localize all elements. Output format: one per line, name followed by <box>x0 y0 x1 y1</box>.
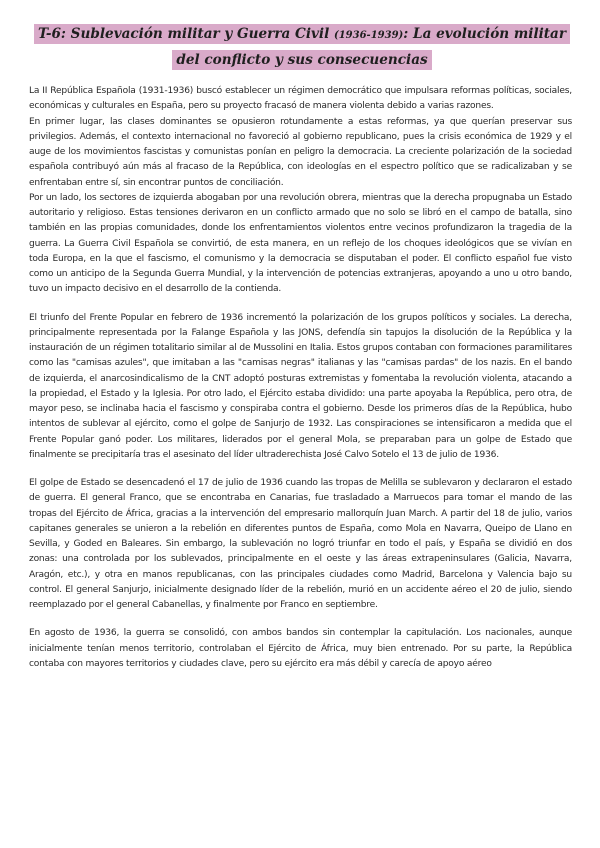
paragraph-5: El golpe de Estado se desencadenó el 17 de julio de 1936 cuando las tropas de Melilla se sublevaron y declararon el estado de guerra. El general Franco, que se encontraba en Canarias, fue trasladado a Marruecos para tomar el mando de las tropas del Ejército de África, gracias a la intervención del empresario mallorquín Juan March. A partir del 18 de julio, varios capitanes generales se unieron a la rebelión en diferentes puntos de España, como Mola en Navarra, Queipo de Llano en Sevilla, y Goded en Baleares. Sin embargo, la sublevación no logró triunfar en todo el país, y España se dividió en dos zonas: una controlada por los sublevados, principalmente en el oeste y las áreas extrapeninsulares (Galicia, Navarra, Aragón, etc.), y otra en manos republicanas, con las principales ciudades como Madrid, Barcelona y Valencia bajo su control. El general Sanjurjo, inicialmente designado líder de la rebelión, murió en un accidente aéreo el 20 de julio, siendo reemplazado por el general Cabanellas, y finalmente por Franco en septiembre. <box>29 478 572 610</box>
paragraph-1: La II República Española (1931-1936) buscó establecer un régimen democrático que impulsara reformas políticas, sociales, económicas y culturales en España, pero su proyecto fracasó de manera violenta debido a varias razones. <box>29 86 572 112</box>
paragraph-6: En agosto de 1936, la guerra se consolidó, con ambos bandos sin contemplar la capitulación. Los nacionales, aunque inicialmente tenían menos territorio, controlaban el Ejército de África, muy bien entrenado. Por su parte, la República contaba con mayores territorios y ciudades clave, pero su ejército era más débil y carecía de apoyo aéreo <box>29 628 572 669</box>
document-body <box>29 84 572 672</box>
title-tail: : La evolución militar del conflicto y sus consecuencias <box>176 26 567 68</box>
title-highlight <box>34 24 570 70</box>
title-years: (1936-1939) <box>333 30 404 41</box>
paragraph-4: El triunfo del Frente Popular en febrero de 1936 incrementó la polarización de los grupos políticos y sociales. La derecha, principalmente representada por la Falange Española y las JONS, defendía sin tapujos la disolución de la República y la instauración de un régimen totalitario similar al de Mussolini en Italia. Estos grupos contaban con formaciones paramilitares como las "camisas azules", que imitaban a las "camisas negras" italianas y las "camisas pardas" de los nazis. En el bando de izquierda, el anarcosindicalismo de la CNT adoptó posturas extremistas y fomentaba la revolución violenta, atacando a la propiedad, el Estado y la Iglesia. Por otro lado, el Ejército estaba dividido: una parte apoyaba la República, pero otra, de mayor peso, se inclinaba hacia el fascismo y conspiraba contra el gobierno. Desde los primeros días de la República, hubo intentos de sublevar al ejército, como el golpe de Sanjurjo de 1932. Las conspiraciones se intensificaron a medida que el Frente Popular ganó poder. Los militares, liderados por el general Mola, se preparaban para un golpe de Estado que finalmente se precipitaría tras el asesinato del líder ultraderechista José Calvo Sotelo el 13 de julio de 1936. <box>29 312 572 460</box>
title-main: T-6: Sublevación militar y Guerra Civil <box>37 26 330 42</box>
page-title <box>28 22 576 73</box>
paragraph-3: Por un lado, los sectores de izquierda abogaban por una revolución obrera, mientras que la derecha propugnaba un Estado autoritario y religioso. Estas tensiones derivaron en un conflicto armado que no solo se libró en el campo de batalla, sino también en las propias comunidades, donde los enfrentamientos violentos entre vecinos profundizaron la tragedia de la guerra. La Guerra Civil Española se convirtió, de esta manera, en un reflejo de los choques ideológicos que se vivían en toda Europa, en la que el fascismo, el comunismo y la democracia se disputaban el poder. El conflicto español fue visto como un anticipo de la Segunda Guerra Mundial, y la intervención de potencias extranjeras, apoyando a uno u otro bando, tuvo un impacto decisivo en el desarrollo de la contienda. <box>29 192 572 295</box>
paragraph-2: En primer lugar, las clases dominantes se opusieron rotundamente a estas reformas, ya que querían preservar sus privilegios. Además, el contexto internacional no favoreció al gobierno republicano, pues la crisis económica de 1929 y el auge de los movimientos fascistas y comunistas ponían en peligro la democracia. La creciente polarización de la sociedad española contribuyó aún más al fracaso de la República, con ideologías en el espectro político que se radicalizaban y se enfrentaban entre sí, sin encontrar puntos de conciliación. <box>29 116 572 188</box>
